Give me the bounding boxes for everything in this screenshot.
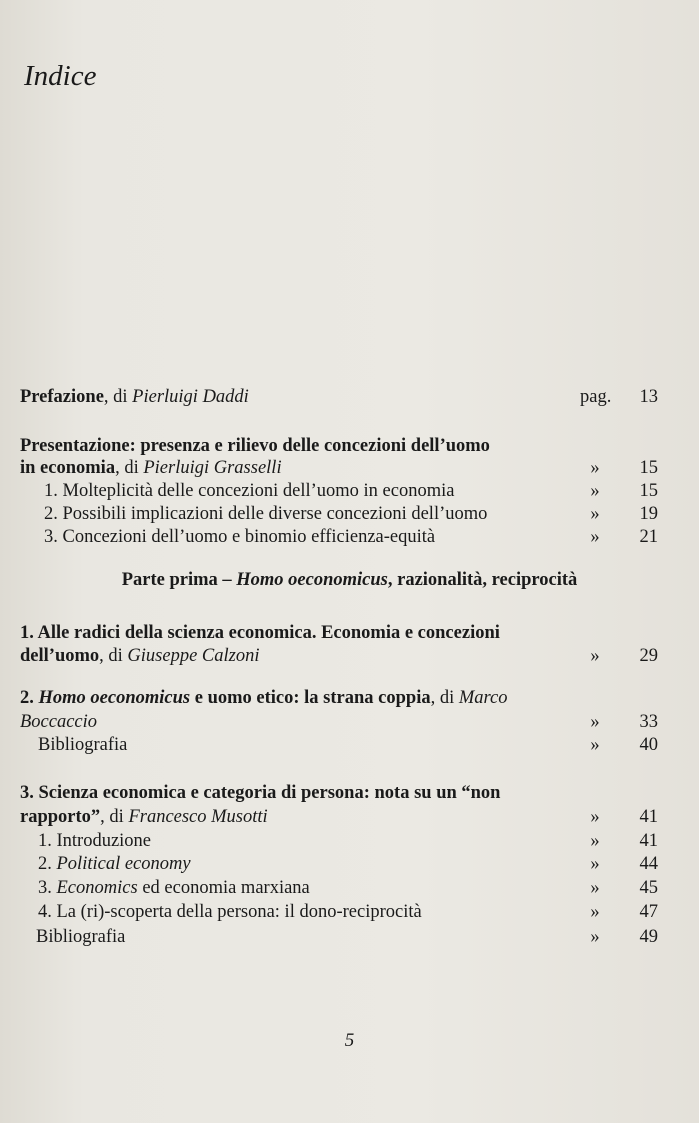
toc-chapter-2-line2	[20, 710, 699, 734]
part-italic: Homo oeconomicus	[236, 570, 388, 590]
toc-subentry	[20, 829, 699, 853]
entry-author: Boccaccio	[20, 712, 98, 732]
subentry-title: ed economia marxiana	[137, 878, 310, 898]
page-number: 29	[639, 646, 658, 666]
page-number: 45	[639, 878, 658, 898]
ditto-mark: »	[590, 927, 600, 947]
entry-author: Giuseppe Calzoni	[127, 646, 260, 666]
page-number: 13	[639, 387, 658, 407]
toc-chapter-3-line1	[20, 781, 699, 805]
chapter-title: dell’uomo	[20, 646, 100, 666]
page-title: Indice	[24, 60, 97, 92]
entry-title: Presentazione: presenza e rilievo delle concezioni dell’uomo	[20, 436, 490, 456]
ditto-mark: »	[590, 481, 600, 501]
toc-subentry-bibliografia	[36, 925, 699, 949]
page-number: 40	[639, 735, 658, 755]
subentry-title: 1. Introduzione	[38, 831, 152, 851]
page-number: 15	[639, 481, 658, 501]
ditto-mark: »	[590, 831, 600, 851]
part-prefix: Parte prima –	[121, 570, 237, 590]
toc-chapter-1-line2	[20, 644, 699, 668]
page-label: pag.	[580, 387, 612, 407]
subentry-title: Bibliografia	[38, 735, 128, 755]
entry-title: Prefazione	[20, 387, 104, 407]
toc-chapter-3-line2	[20, 805, 699, 829]
chapter-title: 1. Alle radici della scienza economica. Economia e concezioni	[20, 623, 500, 643]
subentry-title: 3. Concezioni dell’uomo e binomio efficienza-equità	[44, 527, 436, 547]
ditto-mark: »	[590, 807, 600, 827]
toc-subentry-bibliografia	[20, 733, 699, 757]
subentry-number: 3.	[38, 878, 57, 898]
page-number: 44	[639, 854, 658, 874]
part-suffix: , razionalità, reciprocità	[387, 570, 578, 590]
subentry-title: Bibliografia	[36, 927, 126, 947]
ditto-mark: »	[590, 902, 600, 922]
toc-entry-prefazione	[20, 385, 699, 409]
ditto-mark: »	[590, 712, 600, 732]
entry-title: in economia	[20, 458, 116, 478]
ditto-mark: »	[590, 878, 600, 898]
subentry-title: 1. Molteplicità delle concezioni dell’uomo in economia	[44, 481, 455, 501]
page-number: 33	[639, 712, 658, 732]
page-number: 49	[639, 927, 658, 947]
toc-entry-presentazione-line1	[20, 434, 699, 458]
ditto-mark: »	[590, 854, 600, 874]
page-number: 15	[639, 458, 658, 478]
toc-entry-presentazione-line2	[20, 456, 699, 480]
chapter-title: rapporto”	[20, 807, 101, 827]
toc-subentry	[20, 876, 699, 900]
chapter-number: 2.	[20, 688, 39, 708]
entry-by: , di	[430, 688, 459, 708]
subentry-title: Political economy	[56, 854, 191, 874]
entry-author: Francesco Musotti	[128, 807, 268, 827]
entry-by: , di	[103, 387, 133, 407]
entry-by: , di	[115, 458, 144, 478]
page-folio: 5	[344, 1030, 355, 1051]
entry-by: , di	[99, 646, 128, 666]
entry-author: Pierluigi Grasselli	[143, 458, 282, 478]
toc-chapter-2-line1	[20, 686, 699, 710]
chapter-title-italic: Homo oeconomicus	[38, 688, 191, 708]
subentry-title-italic: Economics	[56, 878, 138, 898]
toc-subentry	[20, 502, 699, 526]
chapter-title: e uomo etico: la strana coppia	[190, 688, 431, 708]
toc-subentry	[20, 525, 699, 549]
ditto-mark: »	[590, 735, 600, 755]
toc-subentry	[20, 900, 699, 924]
toc-chapter-1-line1	[20, 621, 699, 645]
part-heading	[0, 570, 699, 591]
entry-author: Marco	[458, 688, 508, 708]
subentry-title: 2. Possibili implicazioni delle diverse concezioni dell’uomo	[44, 504, 488, 524]
page-number: 41	[639, 807, 658, 827]
page-number: 19	[639, 504, 658, 524]
chapter-title: 3. Scienza economica e categoria di persona: nota su un “non	[20, 783, 501, 803]
entry-author: Pierluigi Daddi	[132, 387, 249, 407]
page-number: 47	[639, 902, 658, 922]
entry-by: , di	[100, 807, 129, 827]
subentry-number: 2.	[38, 854, 57, 874]
toc-subentry	[20, 479, 699, 503]
ditto-mark: »	[590, 646, 600, 666]
page-number: 41	[639, 831, 658, 851]
ditto-mark: »	[590, 527, 600, 547]
toc-subentry	[20, 852, 699, 876]
ditto-mark: »	[590, 458, 600, 478]
subentry-title: 4. La (ri)-scoperta della persona: il dono-reciprocità	[38, 902, 422, 922]
page-number: 21	[639, 527, 658, 547]
ditto-mark: »	[590, 504, 600, 524]
